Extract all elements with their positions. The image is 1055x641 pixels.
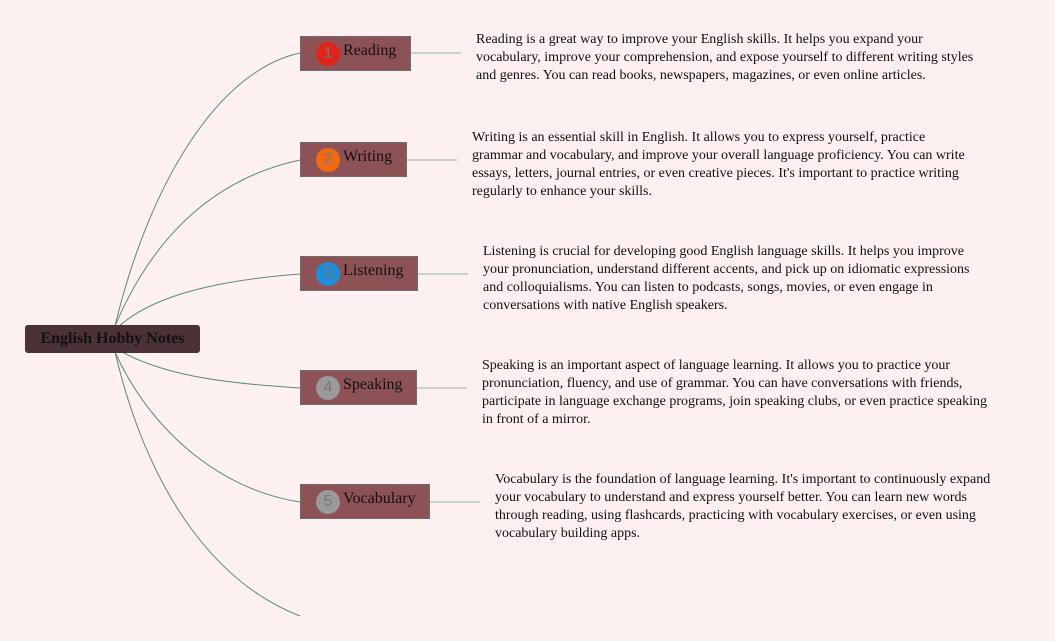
number-badge-icon: 3 <box>316 262 340 286</box>
branch-line-reading <box>115 53 300 326</box>
topic-label: Reading <box>343 42 397 59</box>
branch-line-speaking <box>115 348 300 388</box>
number-badge-icon: 1 <box>316 42 340 66</box>
number-badge-icon: 5 <box>316 490 340 514</box>
topic-label: Vocabulary <box>343 490 416 507</box>
branch-line-writing <box>115 160 300 326</box>
topic-reading[interactable] <box>300 36 411 71</box>
branch-line-vocabulary <box>115 352 300 502</box>
topic-label: Listening <box>343 262 404 279</box>
note-listening: Listening is crucial for developing good English language skills. It helps you improve your pronunciation, understand different accents, and pick up on idiomatic expressions and colloquialisms. You can listen to podcasts, songs, movies, or even engage in conversations with native English speakers. <box>483 244 970 313</box>
note-speaking: Speaking is an important aspect of language learning. It allows you to practice your pronunciation, fluency, and use of grammar. You can have conversations with friends, participate in language exchange programs, join speaking clubs, or even practice speaking in front of a mirror. <box>482 358 987 427</box>
note-reading: Reading is a great way to improve your English skills. It helps you expand your vocabulary, improve your comprehension, and expose yourself to different writing styles and genres. You can read books, newspapers, magazines, or even online articles. <box>476 32 974 83</box>
branch-line-extra <box>115 352 300 616</box>
branch-line-listening <box>115 274 300 330</box>
topic-writing[interactable] <box>300 142 407 177</box>
topic-speaking[interactable] <box>300 370 417 405</box>
note-vocabulary: Vocabulary is the foundation of language learning. It's important to continuously expand your vocabulary to understand and express yourself better. You can learn new words through reading, using flashcards, practicing with vocabulary exercises, or even using vocabulary building apps. <box>495 472 991 541</box>
number-badge-icon: 4 <box>316 376 340 400</box>
root-topic[interactable]: English Hobby Notes <box>25 325 200 353</box>
topic-label: Speaking <box>343 376 403 393</box>
topic-listening[interactable] <box>300 256 418 291</box>
note-writing: Writing is an essential skill in English. It allows you to express yourself, practice grammar and vocabulary, and improve your overall language proficiency. You can write essays, letters, journal entries, or even creative pieces. It's important to practice writing regularly to enhance your skills. <box>472 130 965 199</box>
topic-vocabulary[interactable] <box>300 484 430 519</box>
number-badge-icon: 2 <box>316 148 340 172</box>
topic-label: Writing <box>343 148 393 165</box>
